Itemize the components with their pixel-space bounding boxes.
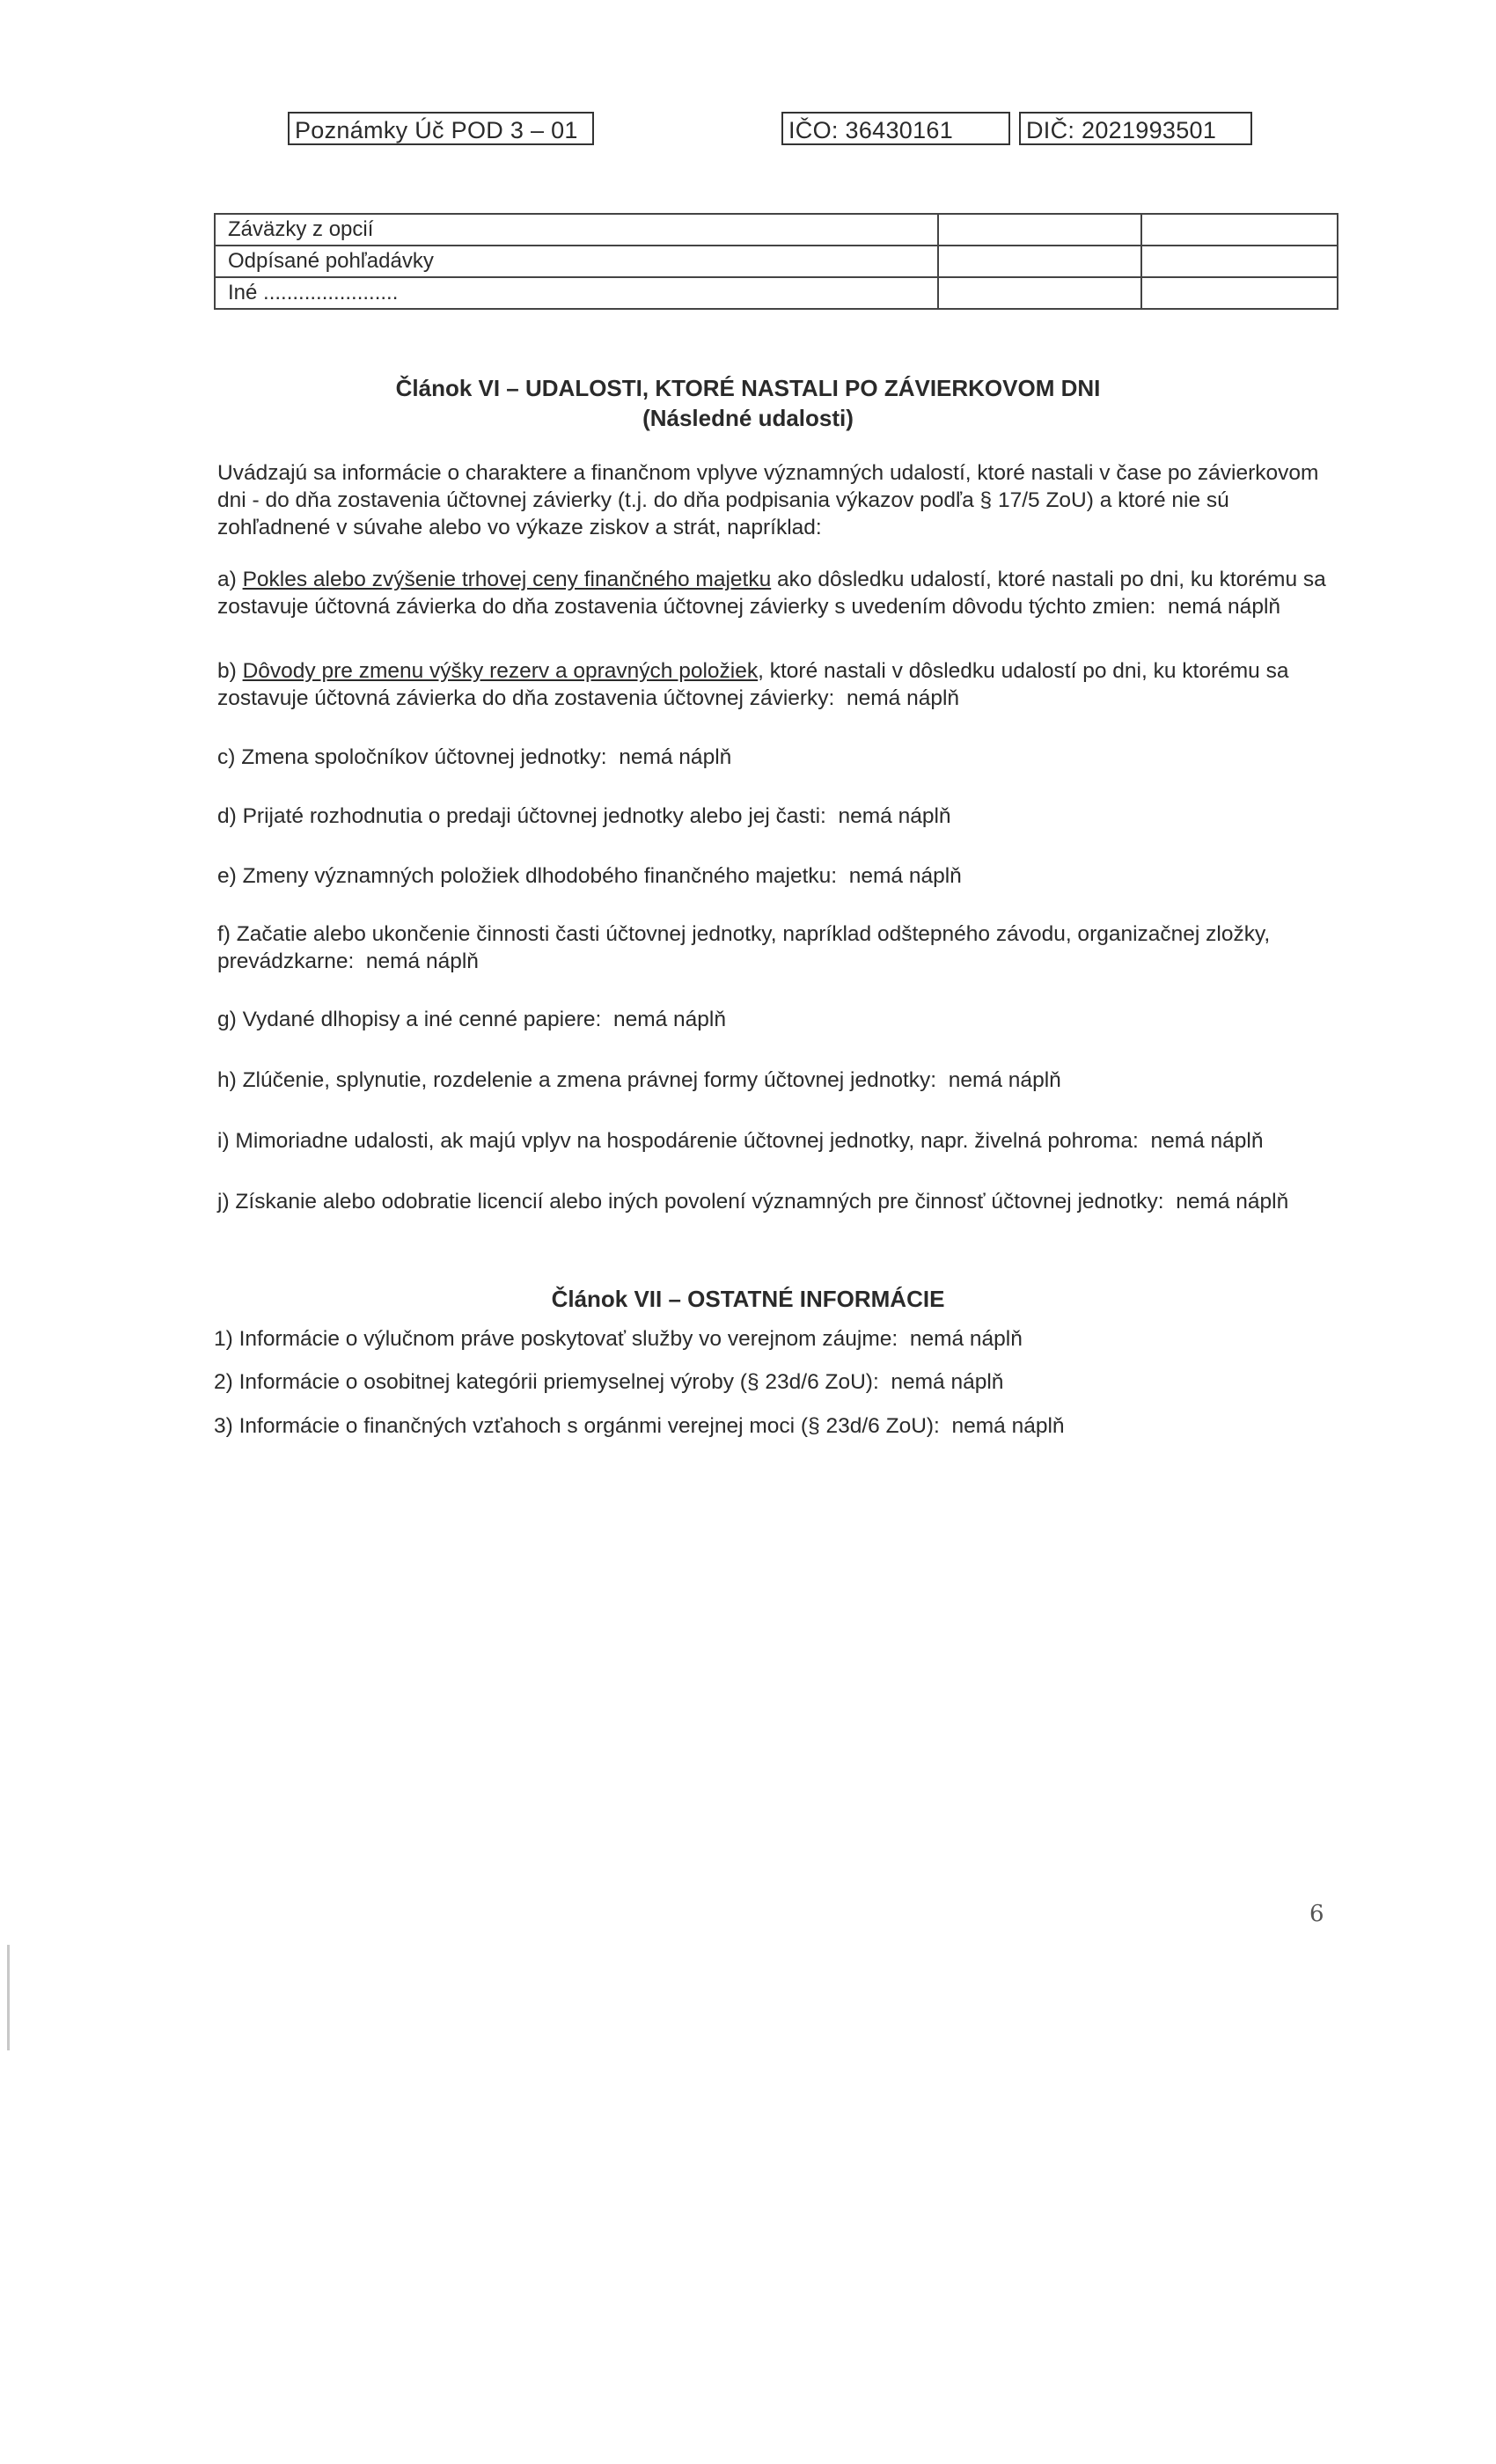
table-cell-label: Iné .......................: [215, 277, 938, 309]
table-cell-empty: [938, 214, 1141, 246]
item-text: ako dôsledku udalostí, ktoré nastali po dni, ku ktorému sa zostavuje účtovná závierka do dňa zostavenia účtovnej závierky s uvedením dôvodu týchto zmien:: [217, 568, 1326, 619]
item-marker: 1): [214, 1327, 239, 1351]
item-marker: j): [217, 1190, 236, 1214]
scan-edge: [7, 1945, 10, 2050]
article6-item: [217, 1006, 1335, 1033]
item-marker: a): [217, 568, 243, 591]
item-value: nemá náplň: [847, 686, 960, 710]
article6-subtitle: (Následné udalosti): [642, 405, 854, 431]
item-underlined-text: Pokles alebo zvýšenie trhovej ceny finančného majetku: [242, 568, 772, 591]
article6-item: [217, 862, 1335, 890]
item-value: nemá náplň: [948, 1068, 1061, 1092]
article6-item: [217, 1127, 1335, 1155]
item-text: Informácie o výlučnom práve poskytovať služby vo verejnom záujme:: [238, 1327, 898, 1351]
item-marker: c): [217, 745, 242, 769]
table-cell-empty: [1141, 214, 1338, 246]
item-marker: h): [217, 1068, 243, 1092]
item-marker: f): [217, 922, 237, 946]
liabilities-table: [214, 213, 1338, 310]
dic-box: DIČ: 2021993501: [1019, 112, 1252, 145]
item-marker: g): [217, 1008, 243, 1031]
item-text: Získanie alebo odobratie licencií alebo iných povolení významných pre činnosť účtovnej jednotky:: [235, 1190, 1164, 1214]
item-value: nemá náplň: [619, 745, 732, 769]
ico-box: IČO: 36430161: [781, 112, 1010, 145]
item-marker: 3): [214, 1414, 239, 1438]
item-value: nemá náplň: [1176, 1190, 1289, 1214]
item-text: Informácie o osobitnej kategórii priemyselnej výroby (§ 23d/6 ZoU):: [238, 1370, 879, 1394]
table-row: [215, 214, 1338, 246]
item-text: Vydané dlhopisy a iné cenné papiere:: [242, 1008, 602, 1031]
article6-item: [217, 657, 1335, 712]
article6-item: [217, 920, 1335, 975]
table-cell-empty: [938, 277, 1141, 309]
item-text: Zmena spoločníkov účtovnej jednotky:: [241, 745, 607, 769]
item-text: Informácie o finančných vzťahoch s orgánmi verejnej moci (§ 23d/6 ZoU):: [238, 1414, 940, 1438]
article7-title: Článok VII – OSTATNÉ INFORMÁCIE: [551, 1286, 945, 1312]
article6-intro: Uvádzajú sa informácie o charaktere a finančnom vplyve významných udalostí, ktoré nastali v čase po závierkovom dni - do dňa zostavenia účtovnej závierky (t.j. do dňa podpisania výkazov podľa § 17/5 ZoU) a ktoré nie sú zohľadnené v súvahe alebo vo výkaze ziskov a strát, napríklad:: [217, 461, 1319, 539]
table-row: [215, 246, 1338, 277]
article6-item: [217, 566, 1335, 620]
item-marker: 2): [214, 1370, 239, 1394]
article6-item: [217, 803, 1335, 830]
item-text: Mimoriadne udalosti, ak majú vplyv na hospodárenie účtovnej jednotky, napr. živelná pohroma:: [235, 1129, 1139, 1153]
article7-item: [214, 1325, 1331, 1353]
item-value: nemá náplň: [951, 1414, 1065, 1438]
item-text: , ktoré nastali v dôsledku udalostí po dni, ku ktorému sa zostavuje účtovná závierka do dňa zostavenia účtovnej závierky:: [217, 659, 1289, 710]
page-number: 6: [1309, 1901, 1324, 1927]
table-cell-label: Odpísané pohľadávky: [215, 246, 938, 277]
item-value: nemá náplň: [1150, 1129, 1264, 1153]
item-value: nemá náplň: [891, 1370, 1004, 1394]
article7-item: [214, 1412, 1331, 1440]
item-marker: e): [217, 864, 243, 888]
item-text: Zmeny významných položiek dlhodobého finančného majetku:: [242, 864, 838, 888]
item-marker: i): [217, 1129, 236, 1153]
item-value: nemá náplň: [848, 864, 962, 888]
table-cell-empty: [1141, 246, 1338, 277]
doc-id-box: Poznámky Úč POD 3 – 01: [288, 112, 594, 145]
item-value: nemá náplň: [1167, 595, 1281, 619]
article6-title: Článok VI – UDALOSTI, KTORÉ NASTALI PO ZÁVIERKOVOM DNI: [395, 375, 1101, 401]
item-underlined-text: Dôvody pre zmenu výšky rezerv a opravných položiek: [242, 659, 759, 683]
article6-item: [217, 1188, 1335, 1215]
item-marker: b): [217, 659, 243, 683]
item-value: nemá náplň: [838, 804, 951, 828]
table-cell-empty: [1141, 277, 1338, 309]
article7-item: [214, 1368, 1331, 1396]
table-cell-empty: [938, 246, 1141, 277]
item-text: Prijaté rozhodnutia o predaji účtovnej jednotky alebo jej časti:: [242, 804, 826, 828]
item-text: Začatie alebo ukončenie činnosti časti účtovnej jednotky, napríklad odštepného závodu, organizačnej zložky, prevádzkarne:: [217, 922, 1271, 973]
item-value: nemá náplň: [612, 1008, 726, 1031]
item-value: nemá náplň: [365, 950, 479, 973]
item-text: Zlúčenie, splynutie, rozdelenie a zmena právnej formy účtovnej jednotky:: [242, 1068, 937, 1092]
table-cell-label: Záväzky z opcií: [215, 214, 938, 246]
table-row: [215, 277, 1338, 309]
article6-item: [217, 1067, 1335, 1094]
item-value: nemá náplň: [909, 1327, 1023, 1351]
item-marker: d): [217, 804, 243, 828]
article6-item: [217, 744, 1335, 771]
